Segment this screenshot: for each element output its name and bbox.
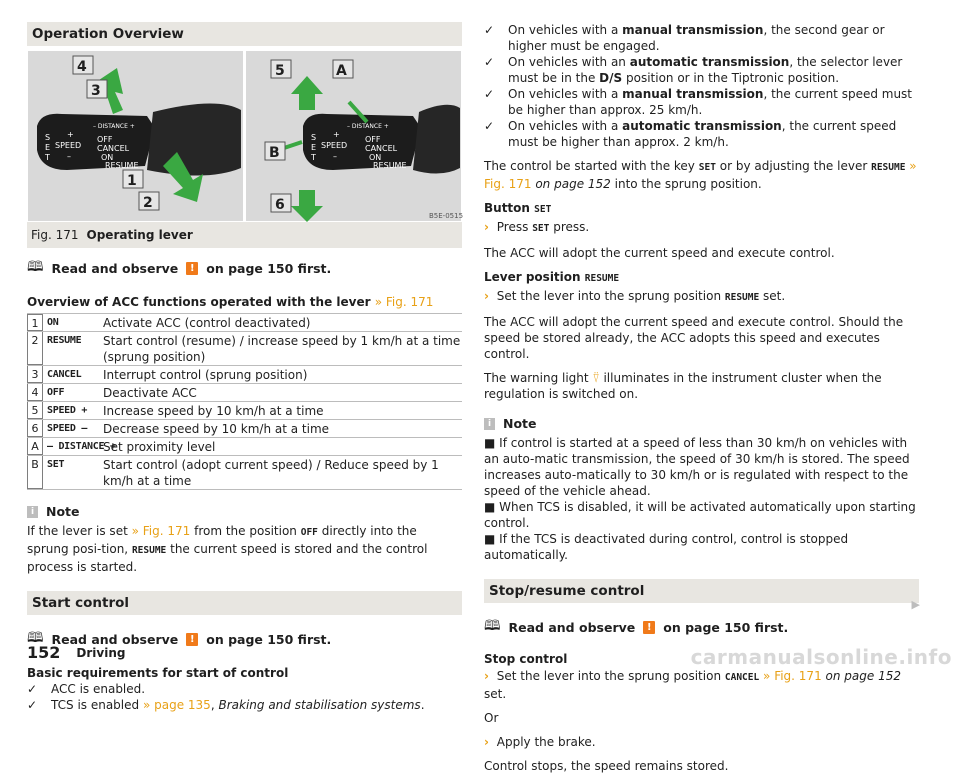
lever-title: Lever position RESUME (484, 270, 620, 284)
watermark: carmanualsonline.info (690, 645, 952, 669)
lever-illustration (27, 50, 462, 222)
page-number: 152 (27, 643, 61, 662)
stalk-r-distance: – DISTANCE + (347, 123, 389, 130)
continue-arrow-icon: ▶ (911, 598, 920, 611)
row-key: SPEED + (47, 405, 88, 416)
row-number: 4 (27, 384, 43, 401)
row-desc: Set proximity level (103, 440, 216, 454)
stalk-r-speed: SPEED (321, 141, 348, 150)
acc-warning-light-icon: ⍢ (592, 371, 600, 385)
warning-icon: ! (643, 621, 655, 634)
table-row (27, 331, 462, 365)
warning-icon: ! (186, 633, 198, 646)
row-desc: Interrupt control (sprung position) (103, 368, 308, 382)
callout-5: 5 (275, 63, 285, 79)
step-arrow-icon: › (484, 735, 489, 749)
callout-B: B (269, 145, 280, 161)
stop-step: › Set the lever into the sprung position CANCEL » Fig. 171 on page 152 set. (484, 669, 901, 701)
stalk-minus: – (67, 152, 71, 161)
figure-code: B5E-0515 (429, 212, 464, 220)
adopt-paragraph: The ACC will adopt the current speed and execute control. (484, 246, 835, 260)
stalk-set-s: S (45, 133, 51, 142)
right-note-2: ■ When TCS is disabled, it will be activated automatically upon starting control. (484, 500, 916, 530)
row-key: OFF (47, 387, 65, 398)
row-desc: Decrease speed by 10 km/h at a time (103, 422, 330, 436)
overview-fig-link[interactable]: » Fig. 171 (374, 295, 434, 309)
right-note-heading: i Note (484, 416, 919, 431)
row-number: A (27, 438, 43, 455)
page-135-link[interactable]: » page 135 (142, 698, 211, 712)
page-footer (27, 643, 125, 662)
note-heading (27, 504, 462, 519)
check-acc-enabled: ✓ ACC is enabled. (27, 682, 146, 696)
note-fig-link[interactable]: » Fig. 171 (131, 524, 191, 538)
warning-icon: ! (186, 262, 198, 275)
stalk-r-plus: + (333, 130, 340, 139)
row-key: ON (47, 317, 59, 328)
right-checklist (484, 22, 919, 150)
stalk-r-on: ON (369, 153, 382, 162)
row-number: 5 (27, 402, 43, 419)
list-item: ✓ On vehicles with an automatic transmission, the selector lever must be in the D/S position or in the Tiptronic position. (484, 55, 903, 85)
footer-section: Driving (76, 645, 126, 660)
row-key: SET (47, 459, 65, 470)
stalk-r-set-s: S (311, 133, 317, 142)
step-arrow-icon: › (484, 220, 489, 234)
row-desc: Start control (resume) / increase speed by 1 km/h at a time (sprung position) (103, 334, 461, 364)
table-row (27, 383, 462, 401)
stalk-r-set-e: E (311, 143, 317, 152)
book-icon: 🕮 (27, 259, 44, 275)
row-key: – DISTANCE + (47, 441, 116, 452)
check-icon: ✓ (484, 119, 495, 133)
adopt-stored-paragraph: The ACC will adopt the current speed and execute control. Should the speed be stored already, the ACC adopts this speed and executes control. (484, 315, 904, 361)
stalk-r-resume: RESUME (373, 161, 407, 170)
row-number: B (27, 456, 43, 489)
check-icon: ✓ (484, 87, 495, 101)
stalk-r-set-t: T (311, 153, 316, 162)
figure-label: Fig. 171 (31, 228, 79, 242)
step-arrow-icon: › (484, 669, 489, 683)
table-row (27, 437, 462, 455)
stalk-r-off: OFF (365, 135, 381, 144)
warning-light-paragraph: The warning light ⍢ illuminates in the instrument cluster when the regulation is switched on. (484, 371, 882, 401)
button-step: › Press SET press. (484, 220, 590, 234)
book-icon: 🕮 (27, 630, 44, 646)
book-icon: 🕮 (484, 618, 501, 634)
stalk-on: ON (101, 153, 114, 162)
figure-title: Operating lever (86, 228, 193, 242)
callout-1: 1 (127, 173, 137, 189)
table-row (27, 419, 462, 437)
function-table (27, 313, 462, 490)
table-row (27, 455, 462, 490)
fig-171-link[interactable]: » Fig. 171 (484, 159, 917, 191)
row-key: RESUME (47, 335, 82, 346)
section-title-start-control: Start control (27, 591, 462, 615)
row-key: SPEED – (47, 423, 88, 434)
figure-caption (27, 222, 462, 248)
table-row (27, 401, 462, 419)
overview-title (27, 295, 462, 309)
info-icon: i (484, 418, 495, 430)
step-arrow-icon: › (484, 289, 489, 303)
stop-fig-link[interactable]: » Fig. 171 (763, 669, 822, 683)
table-row (27, 365, 462, 383)
check-icon: ✓ (484, 23, 495, 37)
row-desc: Deactivate ACC (103, 386, 197, 400)
callout-2: 2 (143, 195, 153, 211)
check-icon: ✓ (27, 682, 38, 696)
stalk-plus: + (67, 130, 74, 139)
row-number: 6 (27, 420, 43, 437)
or-text: Or (484, 711, 499, 725)
list-item: ✓ On vehicles with a manual transmission, the current speed must be higher than approx. 25 km/h. (484, 87, 913, 117)
start-key-paragraph: The control be started with the key SET or by adjusting the lever RESUME » Fig. 171 on page 152 into the sprung position. (484, 159, 917, 191)
stop-read-observe: 🕮 Read and observe ! on page 150 first. (484, 615, 919, 639)
callout-4: 4 (77, 59, 87, 75)
read-observe-page: on page 150 first. (206, 260, 332, 276)
left-column (27, 22, 462, 713)
note-title: Note (46, 504, 80, 519)
callout-3: 3 (91, 83, 101, 99)
list-item: ✓ On vehicles with a manual transmission, the second gear or higher must be engaged. (484, 23, 885, 53)
check-tcs-enabled: ✓ TCS is enabled » page 135, Braking and stabilisation systems. (27, 698, 425, 712)
info-icon: i (27, 506, 38, 518)
table-row (27, 313, 462, 331)
row-key: CANCEL (47, 369, 82, 380)
stalk-speed: SPEED (55, 141, 82, 150)
right-note-3: ■ If the TCS is deactivated during control, control is stopped automatically. (484, 532, 849, 562)
stop-control-title: Stop control (484, 652, 568, 666)
read-observe-text: Read and observe (51, 260, 179, 276)
callout-6: 6 (275, 197, 285, 213)
row-number: 1 (27, 314, 43, 331)
stalk-distance: – DISTANCE + (93, 123, 135, 130)
brake-step: › Apply the brake. (484, 735, 596, 749)
check-icon: ✓ (27, 698, 38, 712)
check-icon: ✓ (484, 55, 495, 69)
section-title-operation-overview: Operation Overview (27, 22, 462, 46)
stalk-set-t: T (45, 153, 50, 162)
button-title: Button SET (484, 201, 552, 215)
list-item: ✓ On vehicles with a automatic transmission, the current speed must be higher than approx. 2 km/h. (484, 119, 897, 149)
start-read-observe: 🕮 Read and observe ! on page 150 first. (27, 627, 462, 651)
row-number: 2 (27, 332, 43, 365)
row-desc: Increase speed by 10 km/h at a time (103, 404, 324, 418)
stalk-cancel: CANCEL (97, 144, 130, 153)
callout-A: A (336, 63, 347, 79)
lever-step: › Set the lever into the sprung position RESUME set. (484, 289, 786, 303)
section-title-stop-resume: Stop/resume control (484, 579, 919, 603)
figure-operating-lever (27, 50, 462, 222)
note-text: If the lever is set » Fig. 171 from the position OFF directly into the sprung posi-tion, RESUME the current speed is stored and the control process is started. (27, 524, 428, 574)
stalk-r-cancel: CANCEL (365, 144, 398, 153)
stalk-set-e: E (45, 143, 51, 152)
row-desc: Activate ACC (control deactivated) (103, 316, 311, 330)
control-stops-text: Control stops, the speed remains stored. (484, 759, 729, 773)
stalk-r-minus: – (333, 152, 337, 161)
basic-requirements-title: Basic requirements for start of control (27, 666, 289, 680)
right-note-1: ■ If control is started at a speed of less than 30 km/h on vehicles with an auto-matic transmission, the speed of 30 km/h is stored. The speed increases auto-matically to 30 km/h or is regulated with respect to the speed of the vehicle ahead. (484, 436, 910, 498)
stalk-off: OFF (97, 135, 113, 144)
row-number: 3 (27, 366, 43, 383)
row-desc: Start control (adopt current speed) / Reduce speed by 1 km/h at a time (103, 458, 439, 488)
read-observe (27, 256, 462, 280)
overview-title-text: Overview of ACC functions operated with the lever (27, 295, 371, 309)
stalk-resume: RESUME (105, 161, 139, 170)
